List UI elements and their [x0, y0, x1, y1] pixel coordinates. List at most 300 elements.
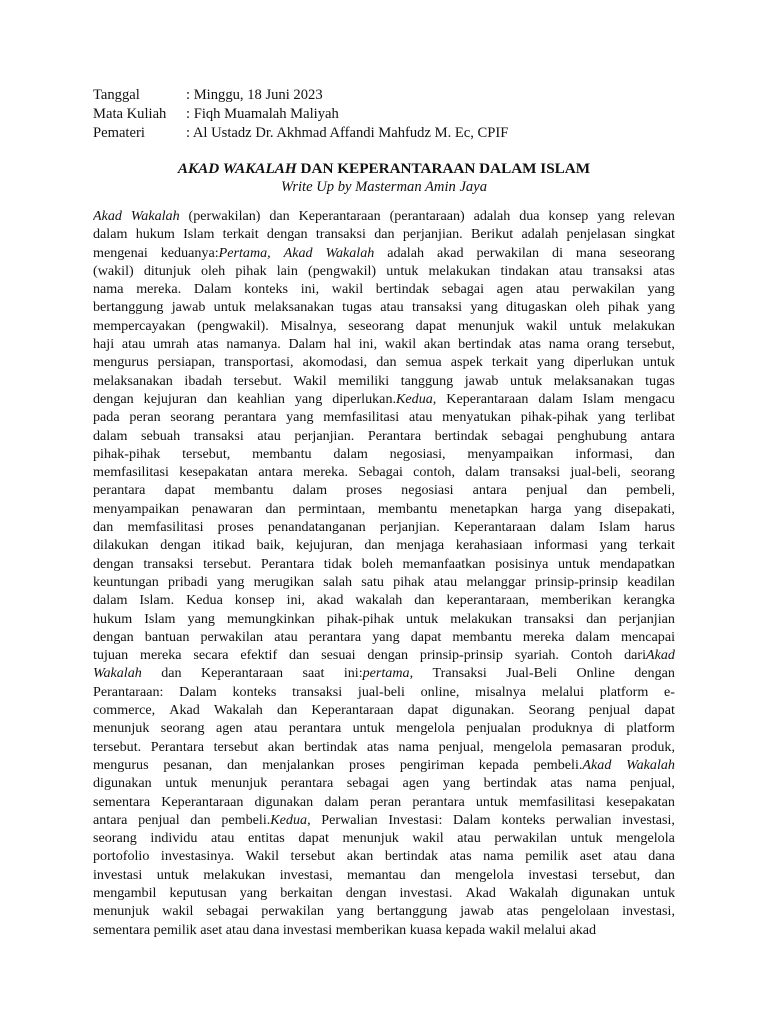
body-word: atas	[519, 336, 541, 353]
meta-date-row	[93, 86, 508, 105]
body-word: investasi,	[622, 811, 675, 828]
body-word: dan	[93, 519, 114, 536]
body-word: mempercayakan	[93, 317, 186, 334]
body-line	[93, 829, 675, 847]
body-word: yang	[647, 281, 675, 298]
body-word: menunjuk	[342, 830, 399, 847]
body-word: Investasi:	[388, 811, 443, 828]
body-word: pembeli.Kedua,	[221, 811, 311, 828]
body-word: ini,	[286, 592, 305, 609]
body-word: dan	[269, 208, 290, 224]
body-word: Keperantaraan	[298, 208, 381, 224]
body-word: (perwakilan)	[188, 208, 261, 224]
title-block	[93, 160, 675, 196]
body-word: mereka	[140, 647, 182, 664]
body-word: dengan	[634, 665, 675, 682]
body-word: dengan	[367, 647, 409, 664]
body-word: haji	[93, 336, 115, 353]
body-word: penjual,	[629, 775, 675, 792]
body-word: peran	[129, 409, 161, 426]
body-word: mengelola	[396, 720, 455, 737]
body-word: sebuah	[141, 427, 181, 444]
body-word: investasi	[282, 921, 333, 938]
body-word: ini,	[358, 336, 378, 353]
body-word: konsep	[548, 208, 589, 224]
body-word: umrah	[153, 336, 190, 353]
body-word: pemasaran	[561, 738, 622, 755]
body-line	[93, 701, 675, 719]
body-word: melakukan	[613, 317, 675, 334]
body-word: tugas	[645, 372, 675, 389]
body-word: melakukan	[450, 610, 513, 627]
body-word: Akad	[465, 884, 496, 901]
body-word: atau	[257, 427, 281, 444]
body-line	[93, 628, 675, 646]
body-word: dan	[161, 665, 182, 682]
body-word: Perantara	[260, 555, 315, 572]
body-word: untuk	[156, 866, 189, 883]
body-word: dan	[364, 537, 385, 554]
body-word: seorang	[631, 464, 675, 481]
body-word: Akad	[169, 702, 200, 719]
body-word: hal	[333, 336, 351, 353]
body-word: antara	[640, 427, 675, 444]
body-line	[93, 390, 675, 408]
body-word: persiapan,	[157, 354, 216, 371]
body-word: sementara	[93, 921, 151, 938]
body-word: dalam	[324, 793, 359, 810]
body-word: perjanjian	[618, 610, 675, 627]
body-word: dan	[654, 445, 675, 462]
body-word: kesepakatan	[179, 464, 249, 481]
body-word: transaksi	[315, 226, 366, 243]
body-word: Perantara	[150, 738, 204, 755]
body-word: proses	[217, 519, 254, 536]
body-word: dan	[586, 610, 607, 627]
body-word: akan	[423, 336, 451, 353]
body-word: yang	[286, 409, 314, 426]
body-word: untuk	[642, 884, 675, 901]
body-word: memfasilitasi	[93, 464, 169, 481]
body-word: perjanjian.	[294, 427, 355, 444]
body-word: Islam.	[139, 592, 175, 609]
body-word: bertindak	[483, 775, 537, 792]
body-word: atau	[457, 830, 481, 847]
body-word: aset	[579, 848, 602, 865]
body-word: investasi	[528, 866, 578, 883]
body-word: peran	[369, 793, 402, 810]
body-word: nama	[398, 738, 430, 755]
body-word: boleh	[361, 555, 393, 572]
body-line	[93, 335, 675, 353]
body-word: perwalian	[555, 811, 612, 828]
body-word: wakil	[526, 317, 558, 334]
body-word: sementara	[93, 793, 151, 810]
body-word: perwakilan	[261, 903, 324, 920]
body-word: perantara	[308, 628, 362, 645]
meta-course-row	[93, 105, 508, 124]
body-word: kejujuran,	[295, 537, 353, 554]
body-word: melalui	[541, 683, 585, 700]
document-title	[93, 160, 675, 178]
body-word: melaksanakan	[93, 372, 173, 389]
body-word: tersebut,	[591, 866, 641, 883]
body-word: aset	[200, 921, 223, 938]
body-word: dilakukan	[93, 537, 149, 554]
body-word: atau	[408, 409, 433, 426]
body-word: memberikan	[540, 592, 612, 609]
body-word: perantara	[223, 409, 277, 426]
body-word: mengurus	[93, 354, 149, 371]
body-word: dapat	[410, 628, 442, 645]
body-word: akan	[346, 848, 374, 865]
body-word: dalam	[93, 592, 128, 609]
body-word: dengan	[266, 226, 308, 243]
body-word: konteks	[244, 281, 289, 298]
body-word: dan	[190, 811, 211, 828]
body-word: Sebagai	[358, 464, 403, 481]
body-word: contoh,	[413, 464, 456, 481]
body-word: memberikan	[335, 921, 407, 938]
body-word: transaksi	[143, 555, 194, 572]
body-word: (pengwakil).	[197, 317, 269, 334]
body-word: dan	[414, 592, 435, 609]
body-word: penjual	[588, 702, 631, 719]
body-word: transportasi,	[224, 354, 294, 371]
body-word: (perantaraan)	[389, 208, 465, 224]
body-word: yang	[536, 354, 565, 371]
body-word: perwakilan	[476, 244, 540, 261]
body-line	[93, 298, 675, 316]
body-word: yang	[597, 208, 625, 224]
body-word: jual-beli	[357, 683, 405, 700]
body-word: memfasilitasi	[323, 409, 400, 426]
body-line	[93, 738, 675, 756]
body-line	[93, 719, 675, 737]
body-word: dalam	[93, 427, 128, 444]
body-line	[93, 207, 675, 225]
body-word: yang	[336, 903, 365, 920]
body-word: dalam	[333, 445, 368, 462]
title-italic-part: AKAD WAKALAH	[177, 160, 297, 177]
body-word: nama	[483, 848, 514, 865]
body-word: untuk	[213, 299, 246, 316]
body-word: penandatanganan	[267, 519, 366, 536]
body-word: penjual	[138, 811, 180, 828]
body-word: misalnya	[475, 683, 526, 700]
body-word: pengelolaan	[541, 903, 610, 920]
body-word: dana	[648, 848, 675, 865]
body-word: disepakati,	[614, 500, 675, 517]
body-word: melakukan	[428, 262, 491, 279]
body-word: singkat	[634, 226, 675, 243]
body-word: bertindak	[304, 738, 358, 755]
body-word: menunjuk	[457, 317, 515, 334]
body-word: transaksi	[592, 262, 643, 279]
body-word: dan	[227, 756, 248, 773]
body-word: produk,	[631, 738, 675, 755]
body-word: perwakilan	[572, 281, 635, 298]
body-word: saat	[302, 665, 325, 682]
body-word: untuk	[475, 793, 508, 810]
body-word: antara	[472, 482, 508, 499]
body-word: mengelola	[455, 866, 514, 883]
body-word: e-	[664, 683, 675, 700]
body-line	[93, 408, 675, 426]
body-word: pemilik	[525, 848, 569, 865]
body-word: (wakil)	[93, 262, 134, 279]
body-word: individu	[150, 830, 198, 847]
body-word: dengan	[93, 628, 134, 645]
body-word: tersebut,	[182, 445, 231, 462]
body-word: menunjuk	[210, 775, 268, 792]
body-word: oleh	[200, 262, 226, 279]
body-word: jawab	[464, 372, 499, 389]
body-word: investasi.	[399, 884, 453, 901]
body-word: Dalam	[453, 811, 491, 828]
body-word: yang	[574, 500, 602, 517]
body-word: sebagai	[441, 281, 484, 298]
body-word: wakil	[162, 903, 194, 920]
body-word: diperlukan	[573, 354, 634, 371]
body-word: mengurus	[93, 756, 149, 773]
body-word: negosiasi	[401, 482, 454, 499]
body-line	[93, 573, 675, 591]
body-word: bertindak	[384, 848, 439, 865]
body-word: seorang	[170, 409, 215, 426]
body-word: harus	[644, 519, 675, 536]
body-word: tindakan	[500, 262, 549, 279]
body-word: dengan	[345, 884, 387, 901]
body-word: yang	[442, 775, 471, 792]
body-line	[93, 500, 675, 518]
body-word: semua	[405, 354, 442, 371]
body-line	[93, 610, 675, 628]
body-word: syariah.	[514, 647, 559, 664]
body-line	[93, 664, 675, 682]
body-word: relevan	[633, 208, 675, 224]
body-word: akad	[569, 921, 597, 938]
body-word: Dalam	[288, 336, 327, 353]
body-word: digunakan.	[452, 702, 515, 719]
body-word: dalam	[550, 519, 585, 536]
body-word: atau	[380, 299, 404, 316]
body-word: pesanan,	[163, 756, 213, 773]
body-word: yang	[647, 299, 675, 316]
body-word: kesepakatan	[606, 793, 675, 810]
body-word: dapat	[407, 702, 439, 719]
body-word: tidak	[323, 555, 352, 572]
body-word: namanya.	[226, 336, 281, 353]
body-word: perwakilan	[494, 830, 557, 847]
body-word: melakukan	[203, 866, 266, 883]
body-word: seseorang	[619, 244, 675, 261]
body-word: pihak	[393, 573, 425, 590]
body-word: penjual	[526, 482, 568, 499]
body-word: dapat	[644, 702, 675, 719]
body-word: bertanggung	[93, 299, 164, 316]
body-word: penawaran	[191, 500, 253, 517]
body-word: platform	[599, 683, 649, 700]
body-line	[93, 353, 675, 371]
body-word: keputusan	[169, 884, 227, 901]
body-word: atau	[210, 830, 235, 847]
body-line	[93, 372, 675, 390]
body-word: online,	[420, 683, 460, 700]
body-line	[93, 793, 675, 811]
body-word: atau	[225, 921, 250, 938]
body-word: orang	[586, 336, 620, 353]
body-word: bantuan	[144, 628, 190, 645]
body-word: oleh	[575, 299, 600, 316]
body-word: Dalam	[179, 683, 217, 700]
body-word: kepada	[478, 756, 519, 773]
body-word: wakil	[384, 336, 417, 353]
body-word: yang	[239, 884, 268, 901]
body-word: menjalankan	[262, 756, 335, 773]
body-word: ditunjuk	[143, 262, 191, 279]
body-word: atau	[433, 573, 458, 590]
body-word: jawab	[171, 299, 206, 316]
body-word: Islam	[598, 519, 631, 536]
body-word: atau	[535, 281, 560, 298]
body-word: memiliki	[338, 372, 390, 389]
body-word: Perwalian	[321, 811, 378, 828]
body-word: adalah	[387, 244, 425, 261]
body-word: satu	[361, 573, 384, 590]
body-word: atas	[550, 775, 573, 792]
body-word: adalah	[473, 208, 511, 224]
body-word: atau	[253, 720, 278, 737]
body-line	[93, 555, 675, 573]
body-word: bertindak	[375, 281, 430, 298]
body-word: kerangka	[623, 592, 675, 609]
body-word: untuk	[406, 610, 439, 627]
body-word: penjual,	[438, 738, 484, 755]
body-line	[93, 902, 675, 920]
body-line	[93, 811, 675, 829]
body-word: Berikut	[470, 226, 514, 243]
body-word: tersebut	[213, 738, 259, 755]
body-word: penjelasan	[566, 226, 626, 243]
body-word: untuk	[386, 262, 419, 279]
body-word: transaksi	[524, 610, 575, 627]
body-word: atau	[274, 628, 298, 645]
body-word: mendapatkan	[599, 555, 675, 572]
body-word: Keperantaraan	[453, 519, 537, 536]
body-word: dan	[586, 482, 608, 499]
body-word: ibadah	[184, 372, 222, 389]
body-word: Islam	[582, 390, 615, 407]
body-word: Wakil	[245, 848, 279, 865]
body-word: mereka	[522, 628, 565, 645]
body-word: produknya	[532, 720, 593, 737]
body-word: perantara	[412, 793, 465, 810]
body-word: bertindak	[458, 336, 512, 353]
body-word: dalam	[93, 226, 128, 243]
body-word: membantu	[214, 482, 274, 499]
body-word: dapat	[298, 830, 329, 847]
body-word: salah	[323, 573, 353, 590]
body-word: Misalnya,	[280, 317, 337, 334]
body-word: terkait	[222, 226, 259, 243]
body-word: terlibat	[634, 409, 675, 426]
body-word: Wakalah	[325, 244, 375, 261]
speaker-value: : Al Ustadz Dr. Akhmad Affandi Mahfudz M. Ec, CPIF	[186, 125, 509, 141]
body-word: menyampaikan	[467, 445, 554, 462]
body-word: atau	[559, 262, 583, 279]
body-word: dan	[654, 866, 675, 883]
body-word: memungkinkan	[226, 610, 315, 627]
body-word: nama	[585, 775, 617, 792]
body-word: Keperantaraan	[311, 702, 394, 719]
body-word: perantara	[93, 482, 146, 499]
body-word: commerce,	[93, 702, 156, 719]
body-word: kejujuran	[143, 390, 197, 407]
body-word: tanggung	[400, 372, 454, 389]
body-word: informasi,	[575, 445, 633, 462]
body-word: wakalah	[355, 592, 403, 609]
body-word: akomodasi,	[302, 354, 368, 371]
body-word: digunakan	[93, 775, 152, 792]
body-word: perwakilan	[200, 628, 264, 645]
body-word: untuk	[569, 317, 602, 334]
body-line	[93, 280, 675, 298]
body-word: untuk	[642, 354, 675, 371]
meta-speaker-row	[93, 124, 508, 143]
body-word: menjaga	[396, 537, 445, 554]
body-word: atas	[652, 262, 675, 279]
body-word: investasinya.	[160, 848, 235, 865]
body-word: ditugaskan	[506, 299, 568, 316]
body-word: investasi,	[279, 866, 333, 883]
body-word: nama	[548, 336, 580, 353]
body-word: Online	[576, 665, 615, 682]
body-word: mengelola	[493, 738, 552, 755]
body-word: negosiasi,	[389, 445, 446, 462]
body-word: dalam	[575, 628, 610, 645]
body-word: mengelola	[616, 830, 675, 847]
body-word: Kedua	[186, 592, 223, 609]
body-word: Wakalah	[626, 756, 675, 773]
body-line	[93, 317, 675, 335]
body-word: pengiriman	[399, 756, 464, 773]
body-word: diperlukan.Kedua,	[332, 390, 437, 407]
body-word: seorang	[93, 830, 137, 847]
body-word: mereka.	[136, 281, 182, 298]
body-word: melanggar	[466, 573, 526, 590]
body-word: investasi	[93, 866, 143, 883]
body-word: sebagai	[346, 775, 390, 792]
body-word: yang	[294, 390, 323, 407]
body-word: prinsip-prinsip	[535, 573, 619, 590]
body-word: platform	[626, 720, 675, 737]
body-word: pribadi	[167, 573, 208, 590]
body-line	[93, 463, 675, 481]
body-word: tersebut.	[93, 738, 142, 755]
body-word: proses	[346, 482, 383, 499]
body-word: pembeli.Akad	[533, 756, 612, 773]
body-word: mereka.	[303, 464, 348, 481]
body-word: mengenai	[93, 244, 148, 261]
body-word: hukum	[135, 226, 175, 243]
body-word: Wakalah	[213, 702, 263, 719]
body-line	[93, 427, 675, 445]
body-word: Keperantaraan	[161, 793, 244, 810]
body-word: keahlian	[237, 390, 285, 407]
body-word: pembeli,	[626, 482, 675, 499]
body-word: konteks	[232, 683, 277, 700]
